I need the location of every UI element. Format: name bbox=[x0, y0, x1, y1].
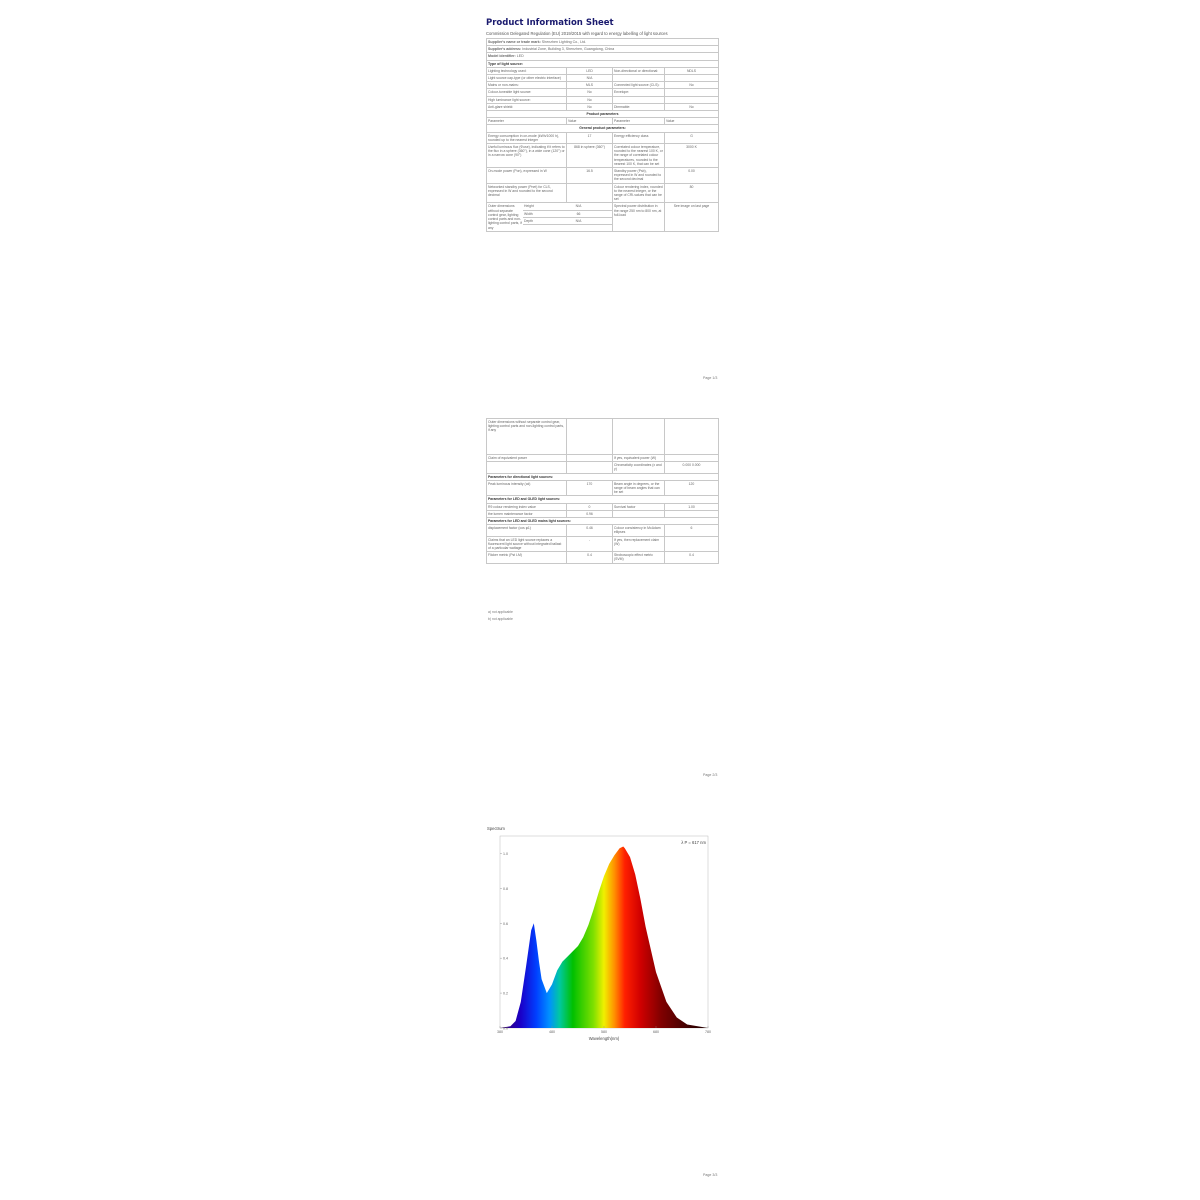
table-cell: 0.4 bbox=[567, 552, 613, 563]
table-cell: 0.46 bbox=[567, 525, 613, 536]
sheet-title: Product Information Sheet bbox=[486, 18, 614, 28]
y-tick-label: 0.8 bbox=[503, 886, 508, 891]
page-number-3: Page 3/3 bbox=[703, 1173, 718, 1177]
table-row bbox=[487, 552, 719, 563]
directional-rows bbox=[487, 480, 719, 496]
table-row bbox=[487, 82, 719, 89]
table-cell: MLS bbox=[567, 82, 613, 89]
table-row bbox=[487, 67, 719, 74]
table-cell: No bbox=[567, 96, 613, 103]
table-cell bbox=[665, 455, 719, 462]
spectrum-chart bbox=[486, 822, 720, 1056]
dims-list bbox=[523, 203, 612, 225]
dims-desc: Outer dimensions without separate control gear, lighting control parts and non-lighting control parts, if any bbox=[488, 204, 522, 230]
table-cell: Connected light source (CLS): bbox=[613, 82, 665, 89]
table-cell: 0.000 0.000 bbox=[665, 462, 719, 473]
table-cell: 0.96 bbox=[567, 510, 613, 517]
table-cell: If yes, equivalent power (W) bbox=[613, 455, 665, 462]
table-row bbox=[487, 480, 719, 496]
table-cell: 17 bbox=[567, 132, 613, 143]
table-cell: 0 bbox=[567, 503, 613, 510]
table-cell: Correlated colour temperature, rounded to the nearest 100 K, or the range of correlated colour temperatures, rounded to the nearest 100 K, that can be set bbox=[614, 145, 663, 166]
page-2 bbox=[486, 418, 718, 564]
table-header-cell: Parameter bbox=[613, 118, 665, 125]
page-number-1: Page 1/3 bbox=[703, 376, 718, 380]
table-cell: 1.00 bbox=[665, 503, 719, 510]
table-cell: Dimmable: bbox=[613, 103, 665, 110]
table-cell: Peak luminous intensity (cd) bbox=[487, 480, 567, 496]
table-row bbox=[487, 103, 719, 110]
dimension-value: N/A bbox=[575, 204, 582, 209]
mains-label: Parameters for LED and OLED mains light sources: bbox=[487, 518, 719, 525]
table-cell: Non-directional or directional: bbox=[613, 67, 665, 74]
spd-value: See image on last page bbox=[665, 203, 719, 231]
y-tick-label: 0.4 bbox=[503, 956, 508, 961]
table-cell: No bbox=[567, 103, 613, 110]
dimension-row bbox=[523, 211, 612, 218]
type-rows bbox=[487, 67, 719, 110]
x-tick-label: 580 bbox=[601, 1030, 607, 1034]
dimension-row bbox=[523, 203, 612, 210]
table-cell: Beam angle in degrees, or the range of beam angles that can be set bbox=[613, 480, 665, 496]
dimension-value: 66 bbox=[576, 211, 581, 216]
table-row bbox=[487, 144, 719, 168]
table-cell bbox=[567, 183, 613, 203]
table-cell: Colour rendering index, rounded to the nearest integer, or the range of CRI-values that can be set bbox=[614, 184, 663, 202]
table-cell: 0.00 bbox=[665, 168, 719, 184]
spd-label: Spectral power distribution in the range 250 nm to 800 nm, at full-load bbox=[613, 203, 665, 231]
table-row bbox=[487, 96, 719, 103]
table-row bbox=[487, 455, 719, 462]
product-params-label: Product parameters bbox=[487, 111, 719, 118]
table-cell: 0.4 bbox=[665, 552, 719, 563]
table-cell: 16.5 bbox=[567, 168, 613, 184]
model-label: Model identifier: bbox=[488, 54, 516, 59]
table-cell: If yes, then replacement claim (W) bbox=[613, 536, 665, 552]
table-cell: 6 bbox=[665, 525, 719, 536]
table-cell: Claims that an LED light source replaces a fluorescent light source without integrated ballast of a particular wattage bbox=[487, 536, 567, 552]
y-tick-label: 0.6 bbox=[503, 921, 508, 926]
x-tick-label: 780 bbox=[705, 1030, 711, 1034]
dimension-label: Depth bbox=[524, 218, 534, 223]
x-tick-label: 680 bbox=[653, 1030, 659, 1034]
table-row bbox=[487, 75, 719, 82]
table-cell: 80 bbox=[665, 183, 719, 203]
supplier-address-label: Supplier's address: bbox=[488, 47, 522, 52]
table-cell: 3000 K bbox=[665, 144, 719, 168]
general-label: General product parameters: bbox=[487, 125, 719, 132]
info-table bbox=[486, 38, 719, 232]
table-row bbox=[487, 462, 719, 473]
peak-annotation: λ P = 617 nm bbox=[681, 840, 706, 845]
table-cell: No bbox=[567, 89, 613, 96]
table-cell: G bbox=[665, 132, 719, 143]
table-cell: 170 bbox=[567, 480, 613, 496]
cont-cell: Outer dimensions without separate control gear, lighting control parts and non-lighting control parts, if any bbox=[487, 419, 567, 455]
dimension-label: Width bbox=[524, 211, 533, 216]
table-cell bbox=[567, 455, 613, 462]
x-tick-label: 380 bbox=[497, 1030, 503, 1034]
dims-table bbox=[487, 203, 612, 230]
table-cell: High luminance light source: bbox=[487, 96, 567, 103]
p2-rows1 bbox=[487, 455, 719, 474]
table-row bbox=[487, 510, 719, 517]
supplier-name-value: Shenzhen Lighting Co., Ltd. bbox=[541, 40, 587, 44]
supplier-name-label: Supplier's name or trade mark: bbox=[488, 40, 541, 44]
table-row bbox=[487, 89, 719, 96]
table-cell: No bbox=[665, 82, 719, 89]
table-cell: Stroboscopic effect metric (SVM) bbox=[613, 552, 665, 563]
table-cell: Light source cap-type (or other electric interface) bbox=[487, 75, 567, 82]
table-cell: 868 in sphere (360°) bbox=[567, 144, 613, 168]
table-cell: Flicker metric (Pst LM) bbox=[487, 552, 567, 563]
note-b: b) not applicable bbox=[488, 617, 513, 621]
model-value: LED bbox=[516, 54, 524, 59]
x-tick-label: 480 bbox=[549, 1030, 555, 1034]
table-cell: Mains or non-mains: bbox=[487, 82, 567, 89]
table-row bbox=[487, 183, 719, 203]
table-header-row bbox=[487, 118, 719, 125]
table-cell bbox=[665, 96, 719, 103]
table-cell: - bbox=[567, 536, 613, 552]
dimension-label: Height bbox=[524, 204, 534, 209]
general-rows bbox=[487, 132, 719, 203]
y-axis-label: Spectrum bbox=[487, 826, 505, 831]
table-row bbox=[487, 503, 719, 510]
table-cell: Networked standby power (Pnet) for CLS, expressed in W and rounded to the second decimal bbox=[487, 183, 567, 203]
table-cell: displacement factor (cos φ1) bbox=[487, 525, 567, 536]
type-label: Type of light source: bbox=[487, 60, 719, 67]
directional-label: Parameters for directional light sources: bbox=[487, 473, 719, 480]
table-cell: Colour-tuneable light source: bbox=[487, 89, 567, 96]
led-rows bbox=[487, 503, 719, 517]
table-cell: R9 colour rendering index value bbox=[487, 503, 567, 510]
dimension-row bbox=[523, 218, 612, 225]
sheet-intro: Commission Delegated Regulation (EU) 2019/2015 with regard to energy labelling of light sources bbox=[486, 31, 668, 36]
table-cell bbox=[613, 510, 665, 517]
table-cell: Claim of equivalent power bbox=[487, 455, 567, 462]
table-cell: Colour consistency in McAdam ellipses bbox=[613, 525, 665, 536]
table-cell bbox=[613, 75, 665, 82]
table-cell: NDLS bbox=[665, 67, 719, 74]
note-a: a) not applicable bbox=[488, 610, 513, 614]
table-cell: Anti-glare shield: bbox=[487, 103, 567, 110]
led-label: Parameters for LED and OLED light sources: bbox=[487, 496, 719, 503]
table-row bbox=[487, 168, 719, 184]
table-cell: Energy efficiency class bbox=[613, 132, 665, 143]
table-cell: Envelope: bbox=[613, 89, 665, 96]
y-tick-label: 0.0 bbox=[503, 1026, 508, 1031]
param-header bbox=[487, 118, 719, 125]
table-cell bbox=[613, 96, 665, 103]
table-row bbox=[487, 536, 719, 552]
table-cell: No bbox=[665, 103, 719, 110]
table-cell bbox=[665, 89, 719, 96]
info-table-2 bbox=[486, 418, 719, 564]
table-cell: Lighting technology used: bbox=[487, 67, 567, 74]
table-header-cell: Value bbox=[665, 118, 719, 125]
table-cell bbox=[665, 510, 719, 517]
mains-rows bbox=[487, 525, 719, 563]
page-number-2: Page 2/3 bbox=[703, 773, 718, 777]
table-header-cell: Parameter bbox=[487, 118, 567, 125]
table-cell: 120 bbox=[665, 480, 719, 496]
table-cell: Chromaticity coordinates (x and y) bbox=[613, 462, 665, 473]
table-cell bbox=[567, 462, 613, 473]
table-cell bbox=[665, 75, 719, 82]
table-cell: Energy consumption in on-mode (kWh/1000 h), rounded up to the nearest integer bbox=[487, 132, 567, 143]
table-header-cell: Value bbox=[567, 118, 613, 125]
table-cell: Standby power (Psb), expressed in W and rounded to the second decimal bbox=[613, 168, 665, 184]
table-cell: LED bbox=[567, 67, 613, 74]
table-row bbox=[487, 132, 719, 143]
table-cell: the lumen maintenance factor bbox=[487, 510, 567, 517]
x-axis-label: Wavelength(nm) bbox=[588, 1036, 620, 1041]
table-row bbox=[487, 525, 719, 536]
supplier-address-value: Industrial Zone, Building 3, Shenzhen, Guangdong, China bbox=[522, 47, 615, 52]
table-cell: N/A bbox=[567, 75, 613, 82]
table-cell bbox=[665, 536, 719, 552]
table-cell bbox=[487, 462, 567, 473]
table-cell: On-mode power (Pon), expressed in W bbox=[487, 168, 567, 184]
table-cell: Useful luminous flux (Φuse), indicating if it refers to the flux in a sphere (360°), in a wide cone (120°) or in a narrow cone (90°) bbox=[487, 144, 567, 168]
y-tick-label: 0.2 bbox=[503, 991, 508, 996]
dimension-value: N/A bbox=[575, 218, 582, 223]
table-cell: Survival factor bbox=[613, 503, 665, 510]
y-tick-label: 1.0 bbox=[503, 851, 508, 856]
page-1 bbox=[486, 18, 718, 232]
